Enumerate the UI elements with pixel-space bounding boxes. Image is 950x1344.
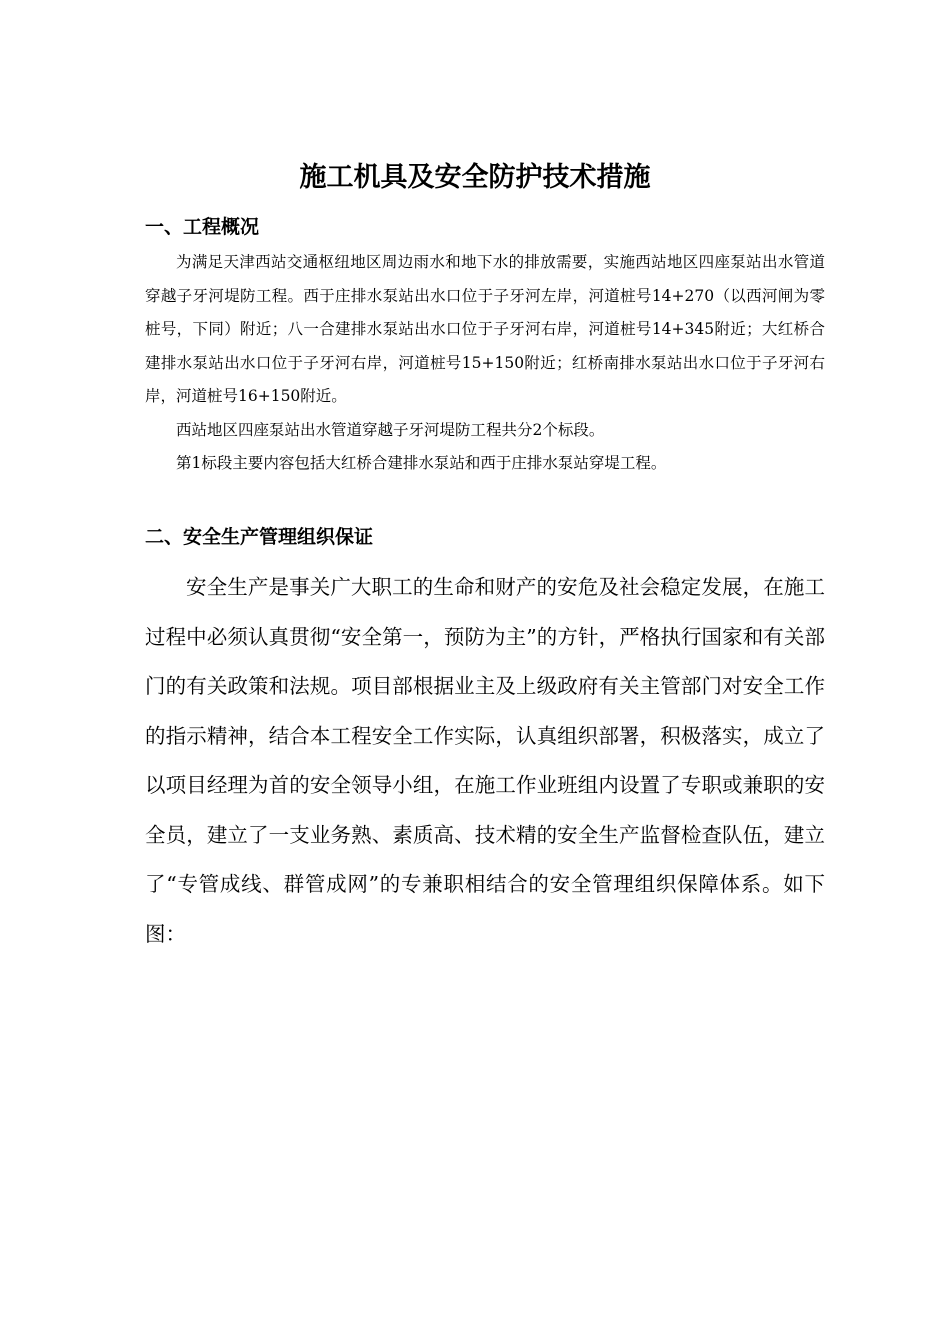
section-heading-safety-organization: 二、安全生产管理组织保证	[145, 526, 374, 548]
paragraph: 安全生产是事关广大职工的生命和财产的安危及社会稳定发展，在施工过程中必须认真贯彻“安全第一，预防为主”的方针，严格执行国家和有关部门的有关政策和法规。项目部根据业主及上级政府有关主管部门对安全工作的指示精神，结合本工程安全工作实际，认真组织部署，积极落实，成立了以项目经理为首的安全领导小组，在施工作业班组内设置了专职或兼职的安全员，建立了一支业务熟、素质高、技术精的安全生产监督检查队伍，建立了“专管成线、群管成网”的专兼职相结合的安全管理组织保障体系。如下图：	[145, 575, 825, 946]
section-body-safety-organization	[145, 563, 825, 959]
paragraph: 为满足天津西站交通枢纽地区周边雨水和地下水的排放需要，实施西站地区四座泵站出水管道穿越子牙河堤防工程。西于庄排水泵站出水口位于子牙河左岸，河道桩号14+270（以西河闸为零桩号，下同）附近；八一合建排水泵站出水口位于子牙河右岸，河道桩号14+345附近；大红桥合建排水泵站出水口位于子牙河右岸，河道桩号15+150附近；红桥南排水泵站出水口位于子牙河右岸，河道桩号16+150附近。	[145, 253, 825, 405]
section-heading-overview: 一、工程概况	[145, 216, 260, 238]
document-title: 施工机具及安全防护技术措施	[299, 162, 651, 193]
section-body-overview	[145, 246, 825, 481]
paragraph: 西站地区四座泵站出水管道穿越子牙河堤防工程共分2个标段。	[176, 420, 605, 439]
paragraph: 第1标段主要内容包括大红桥合建排水泵站和西于庄排水泵站穿堤工程。	[176, 454, 667, 472]
